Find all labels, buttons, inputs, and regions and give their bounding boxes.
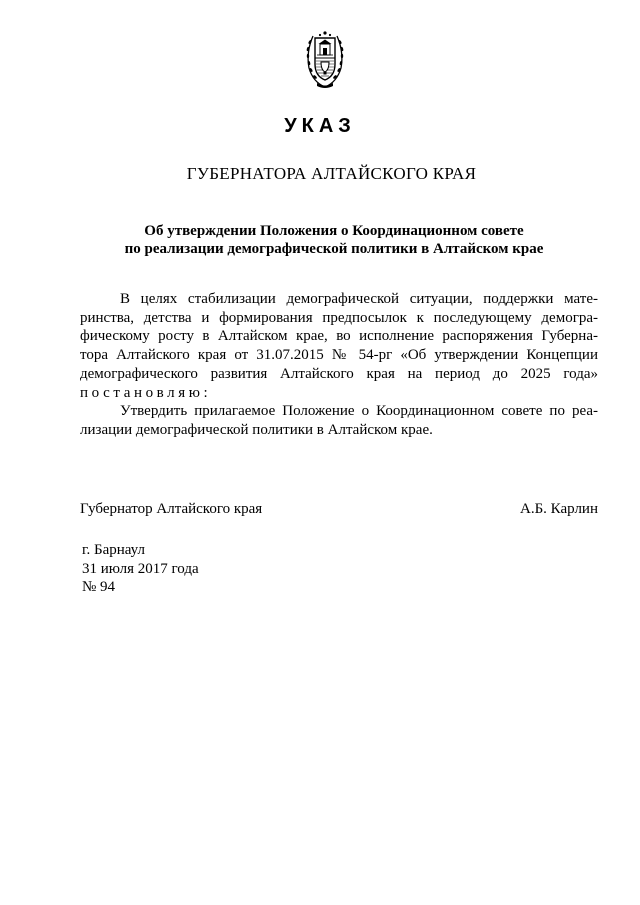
resolve-word: постановляю: <box>80 384 212 401</box>
decree-title: УКАЗ <box>284 115 356 137</box>
preamble-line: ринства, детства и формирования предпосылок к последующему демогра- <box>80 309 598 326</box>
coat-of-arms-icon <box>303 28 347 90</box>
preamble-line: фическому росту в Алтайском крае, во исполнение распоряжения Губерна- <box>80 328 598 345</box>
resolution-line: Утвердить прилагаемое Положение о Координационном совете по реа- <box>120 403 598 420</box>
preamble-line: В целях стабилизации демографической ситуации, поддержки мате- <box>120 291 598 307</box>
signatory-position: Губернатор Алтайского края <box>80 501 263 517</box>
preamble <box>80 290 598 440</box>
subject-line: по реализации демографической политики в Алтайском крае <box>124 241 544 257</box>
document-number: № 94 <box>82 579 116 595</box>
decree-subject <box>0 222 640 258</box>
subject-line: Об утверждении Положения о Координационном совете <box>144 223 524 239</box>
place-date-block <box>82 541 199 597</box>
date: 31 июля 2017 года <box>82 560 199 577</box>
resolution-line: лизации демографической политики в Алтайском крае. <box>80 421 433 438</box>
preamble-line: демографического развития Алтайского края на период до 2025 года» <box>80 365 598 382</box>
signatory-name: А.Б. Карлин <box>519 501 598 517</box>
preamble-line: тора Алтайского края от 31.07.2015 № 54-рг «Об утверждении Концепции <box>80 347 598 364</box>
place: г. Барнаул <box>82 542 145 558</box>
issuer-heading: ГУБЕРНАТОРА АЛТАЙСКОГО КРАЯ <box>186 164 477 183</box>
